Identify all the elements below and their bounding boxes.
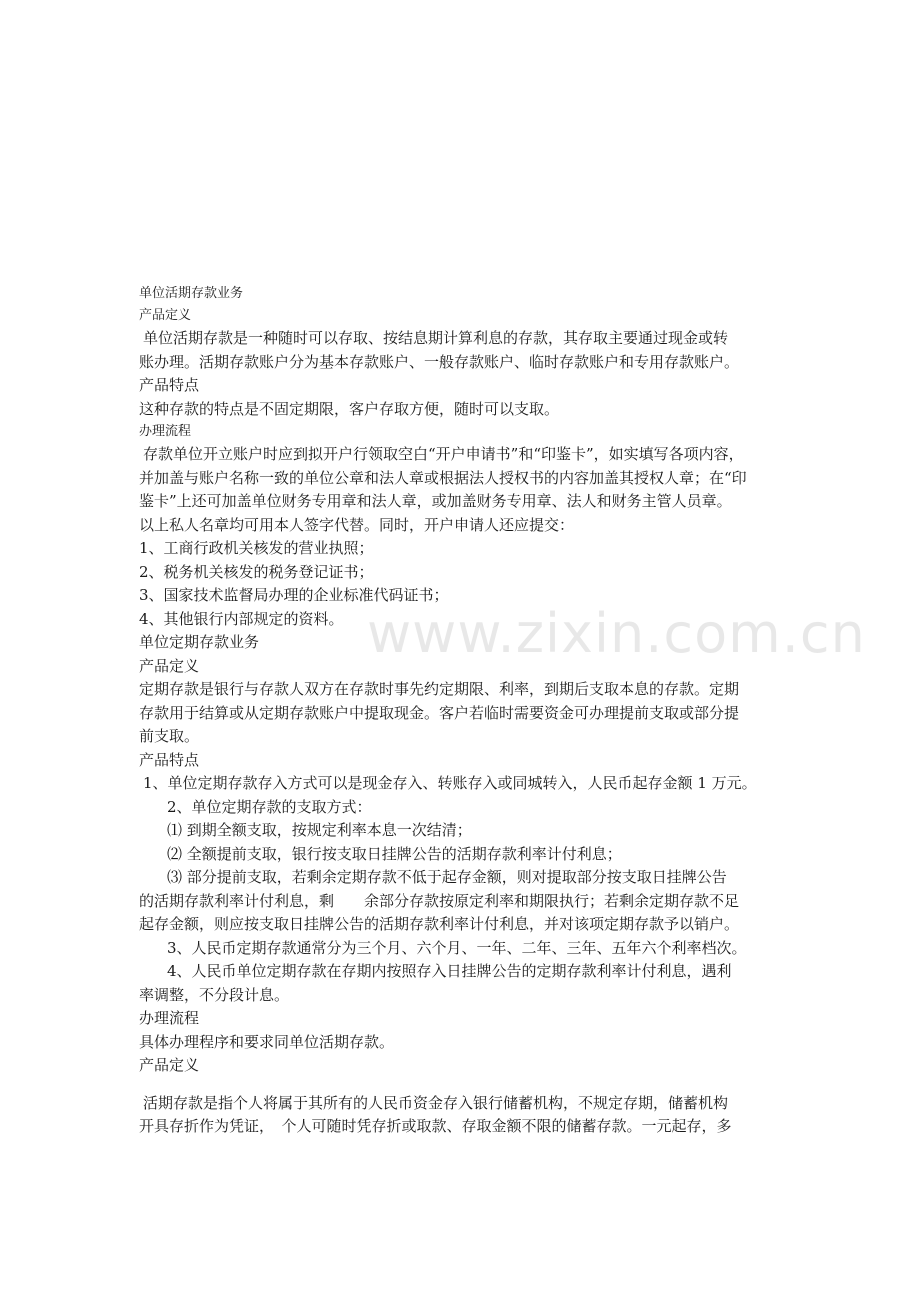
document-body <box>139 283 784 1139</box>
watermark: www.zixin.com.cn <box>367 602 866 665</box>
section-title: 单位定期存款业务 <box>139 633 260 651</box>
heading-procedure: 办理流程 <box>139 424 192 439</box>
paragraph-line: 2、单位定期存款的支取方式： <box>167 797 372 816</box>
heading-product-features: 产品特点 <box>139 750 200 769</box>
paragraph-line: 存款单位开立账户时应到拟开户行领取空白“开户申请书”和“印鉴卡”，如实填写各项内容， <box>143 445 744 463</box>
paragraph-line: 4、人民币单位定期存款在存期内按照存入日挂牌公告的定期存款利率计付利息，遇利 <box>167 962 732 980</box>
spacer <box>139 1078 784 1092</box>
paragraph-line: ⑶ 部分提前支取，若剩余定期存款不低于起存金额，则对提取部分按支取日挂牌公告 <box>167 868 727 886</box>
paragraph-line: 账办理。活期存款账户分为基本存款账户、一般存款账户、临时存款账户和专用存款账户。 <box>139 352 740 371</box>
heading-product-features: 产品特点 <box>139 376 200 394</box>
section-title: 单位活期存款业务 <box>139 286 244 301</box>
paragraph-line: 开具存折作为凭证， 个人可随时凭存折或取款、存取金额不限的储蓄存款。一元起存，多 <box>139 1117 732 1135</box>
paragraph-line: 的活期存款利率计付利息，剩 余部分存款按原定利率和期限执行；若剩余定期存款不足 <box>139 891 740 910</box>
heading-product-definition: 产品定义 <box>139 308 192 323</box>
paragraph-line: 单位活期存款是一种随时可以存取、按结息期计算利息的存款，其存取主要通过现金或转 <box>143 329 729 347</box>
heading-product-definition: 产品定义 <box>139 1056 200 1074</box>
heading-product-definition: 产品定义 <box>139 656 200 675</box>
paragraph-line: 起存金额，则应按支取日挂牌公告的活期存款利率计付利息，并对该项定期存款予以销户。 <box>139 915 740 933</box>
paragraph-line: 这种存款的特点是不固定期限，客户存取方便，随时可以支取。 <box>139 399 560 418</box>
list-item: 3、国家技术监督局办理的企业标准代码证书； <box>139 586 449 604</box>
paragraph-line: 3、人民币定期存款通常分为三个月、六个月、一年、二年、三年、五年六个利率档次。 <box>167 938 747 957</box>
paragraph-line: 具体办理程序和要求同单位活期存款。 <box>139 1032 395 1051</box>
list-item: 4、其他银行内部规定的资料。 <box>139 609 344 628</box>
list-item: 2、税务机关核发的税务登记证书； <box>139 562 374 581</box>
paragraph-line: 活期存款是指个人将属于其所有的人民币资金存入银行储蓄机构，不规定存期，储蓄机构 <box>143 1093 729 1112</box>
paragraph-line: 鉴卡”上还可加盖单位财务专用章和法人章，或加盖财务专用章、法人和财务主管人员章。 <box>139 492 732 510</box>
paragraph-line: 前支取。 <box>139 727 200 745</box>
paragraph-line: 存款用于结算或从定期存款账户中提取现金。客户若临时需要资金可办理提前支取或部分提 <box>139 703 740 722</box>
paragraph-line: 定期存款是银行与存款人双方在存款时事先约定期限、利率，到期后支取本息的存款。定期 <box>139 680 740 698</box>
paragraph-line: ⑵ 全额提前支取，银行按支取日挂牌公告的活期存款利率计付利息； <box>167 844 622 863</box>
paragraph-line: 并加盖与账户名称一致的单位公章和法人章或根据法人授权书的内容加盖其授权人章；在“印 <box>139 468 747 487</box>
paragraph-line: 率调整，不分段计息。 <box>139 985 290 1004</box>
list-item: 1、工商行政机关核发的营业执照； <box>139 539 374 557</box>
paragraph-line: ⑴ 到期全额支取，按规定利率本息一次结清； <box>167 821 472 839</box>
heading-procedure: 办理流程 <box>139 1009 200 1027</box>
paragraph-line: 1、单位定期存款存入方式可以是现金存入、转账存入或同城转入，人民币起存金额 1 万元。 <box>143 774 757 792</box>
paragraph-line: 以上私人名章均可用本人签字代替。同时，开户申请人还应提交： <box>139 515 575 534</box>
